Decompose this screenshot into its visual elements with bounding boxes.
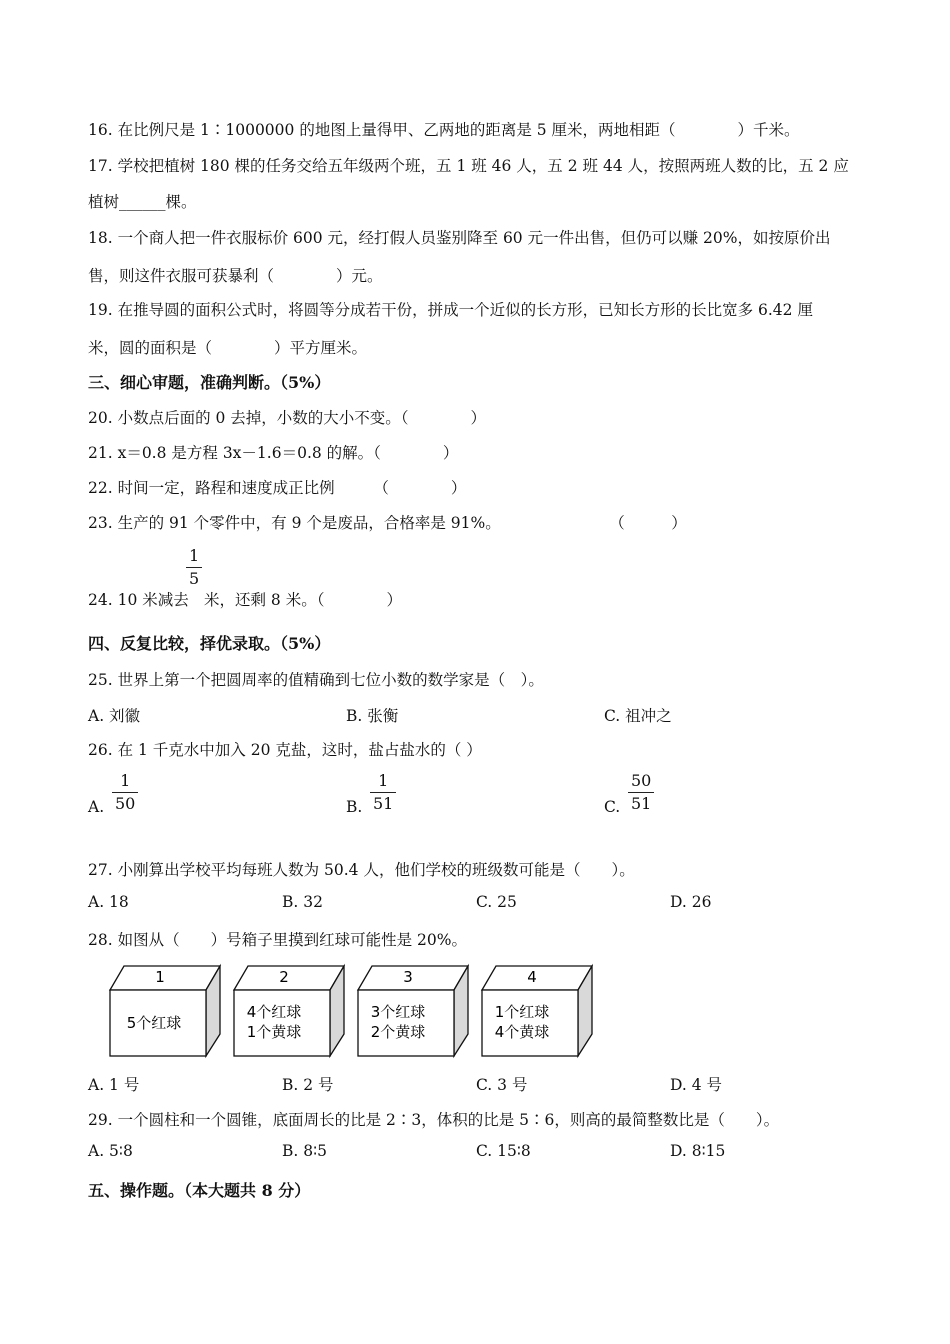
section-4-heading: 四、反复比较，择优录取。（5%） [88,634,331,653]
box-line-1: 1个红球 [494,1003,550,1021]
question-29: 29. 一个圆柱和一个圆锥，底面周长的比是 2∶3，体积的比是 5∶6，则高的最简整数比是（ ）。 [88,1111,780,1129]
box-line-2: 1个黄球 [246,1023,302,1041]
question-24-pre: 24. 10 米减去 [88,591,189,609]
fraction-numerator: 50 [631,771,652,790]
q25-option-c[interactable]: C. 祖冲之 [604,707,672,725]
box-line-2: 2个黄球 [370,1023,426,1041]
box-top [482,966,592,990]
box-line-1: 3个红球 [370,1003,426,1021]
question-25: 25. 世界上第一个把圆周率的值精确到七位小数的数学家是（ ）。 [88,671,544,689]
question-26: 26. 在 1 千克水中加入 20 克盐，这时，盐占盐水的（ ） [88,741,482,759]
box-4 [482,966,592,1056]
q27-option-d[interactable]: D. 26 [670,893,712,911]
question-21: 21. x＝0.8 是方程 3x－1.6＝0.8 的解。（ ） [88,444,459,462]
question-19-line1: 19. 在推导圆的面积公式时，将圆等分成若干份，拼成一个近似的长方形，已知长方形的长比宽多 6.42 厘 [88,301,813,319]
box-top [358,966,468,990]
fraction-one-fifth [186,548,202,587]
fraction-numerator: 1 [189,546,200,565]
question-22: 22. 时间一定，路程和速度成正比例 （ ） [88,479,467,497]
box-number: 4 [527,968,537,986]
box-1 [110,966,220,1056]
question-19-line2: 米，圆的面积是（ ）平方厘米。 [88,339,368,357]
box-number: 2 [279,968,289,986]
q25-option-a[interactable]: A. 刘徽 [88,707,141,725]
question-23: 23. 生产的 91 个零件中，有 9 个是废品，合格率是 91%。 （ ） [88,514,687,532]
q27-option-c[interactable]: C. 25 [476,893,517,911]
section-5-heading: 五、操作题。（本大题共 8 分） [88,1181,311,1200]
q28-option-a[interactable]: A. 1 号 [88,1076,140,1094]
box-top [234,966,344,990]
box-top [110,966,220,990]
fraction-denominator: 5 [189,569,200,588]
box-3 [358,966,468,1056]
q29-option-b[interactable]: B. 8∶5 [282,1142,328,1160]
question-18-line1: 18. 一个商人把一件衣服标价 600 元，经打假人员鉴别降至 60 元一件出售，但仍可以赚 20%，如按原价出 [88,229,831,247]
q26-option-c-fraction [628,773,654,812]
fraction-denominator: 51 [373,794,394,813]
question-24-post: 米，还剩 8 米。（ ） [204,591,402,609]
q27-option-a[interactable]: A. 18 [88,893,129,911]
question-16: 16. 在比例尺是 1∶1000000 的地图上量得甲、乙两地的距离是 5 厘米，两地相距（ ）千米。 [88,121,800,139]
q25-option-b[interactable]: B. 张衡 [346,707,399,725]
q28-option-c[interactable]: C. 3 号 [476,1076,528,1094]
box-line-1: 5个红球 [126,1014,182,1032]
q29-option-c[interactable]: C. 15∶8 [476,1142,531,1160]
box-line-1: 4个红球 [246,1003,302,1021]
fraction-numerator: 1 [378,771,389,790]
q26-option-a-label: A. [88,798,105,816]
question-28: 28. 如图从（ ）号箱子里摸到红球可能性是 20%。 [88,931,467,949]
box-line-2: 4个黄球 [494,1023,550,1041]
question-20: 20. 小数点后面的 0 去掉，小数的大小不变。（ ） [88,409,487,427]
q26-option-a-fraction [112,773,138,812]
q29-option-d[interactable]: D. 8∶15 [670,1142,726,1160]
fraction-denominator: 50 [115,794,136,813]
q26-option-b-label: B. [346,798,363,816]
box-number: 1 [155,968,165,986]
q26-option-c-label: C. [604,798,621,816]
question-27: 27. 小刚算出学校平均每班人数为 50.4 人，他们学校的班级数可能是（ ）。 [88,861,635,879]
ball-boxes-figure [106,962,596,1060]
q28-option-d[interactable]: D. 4 号 [670,1076,723,1094]
fraction-numerator: 1 [120,771,131,790]
q27-option-b[interactable]: B. 32 [282,893,323,911]
section-3-heading: 三、细心审题，准确判断。（5%） [88,373,331,392]
q29-option-a[interactable]: A. 5∶8 [88,1142,133,1160]
q26-option-b-fraction [370,773,396,812]
question-17-line1: 17. 学校把植树 180 棵的任务交给五年级两个班，五 1 班 46 人，五 2 班 44 人，按照两班人数的比，五 2 应 [88,157,849,175]
box-2 [234,966,344,1056]
fraction-denominator: 51 [631,794,652,813]
question-17-line2: 植树______棵。 [88,193,197,211]
q28-option-b[interactable]: B. 2 号 [282,1076,334,1094]
question-18-line2: 售，则这件衣服可获暴利（ ）元。 [88,267,383,285]
box-number: 3 [403,968,413,986]
